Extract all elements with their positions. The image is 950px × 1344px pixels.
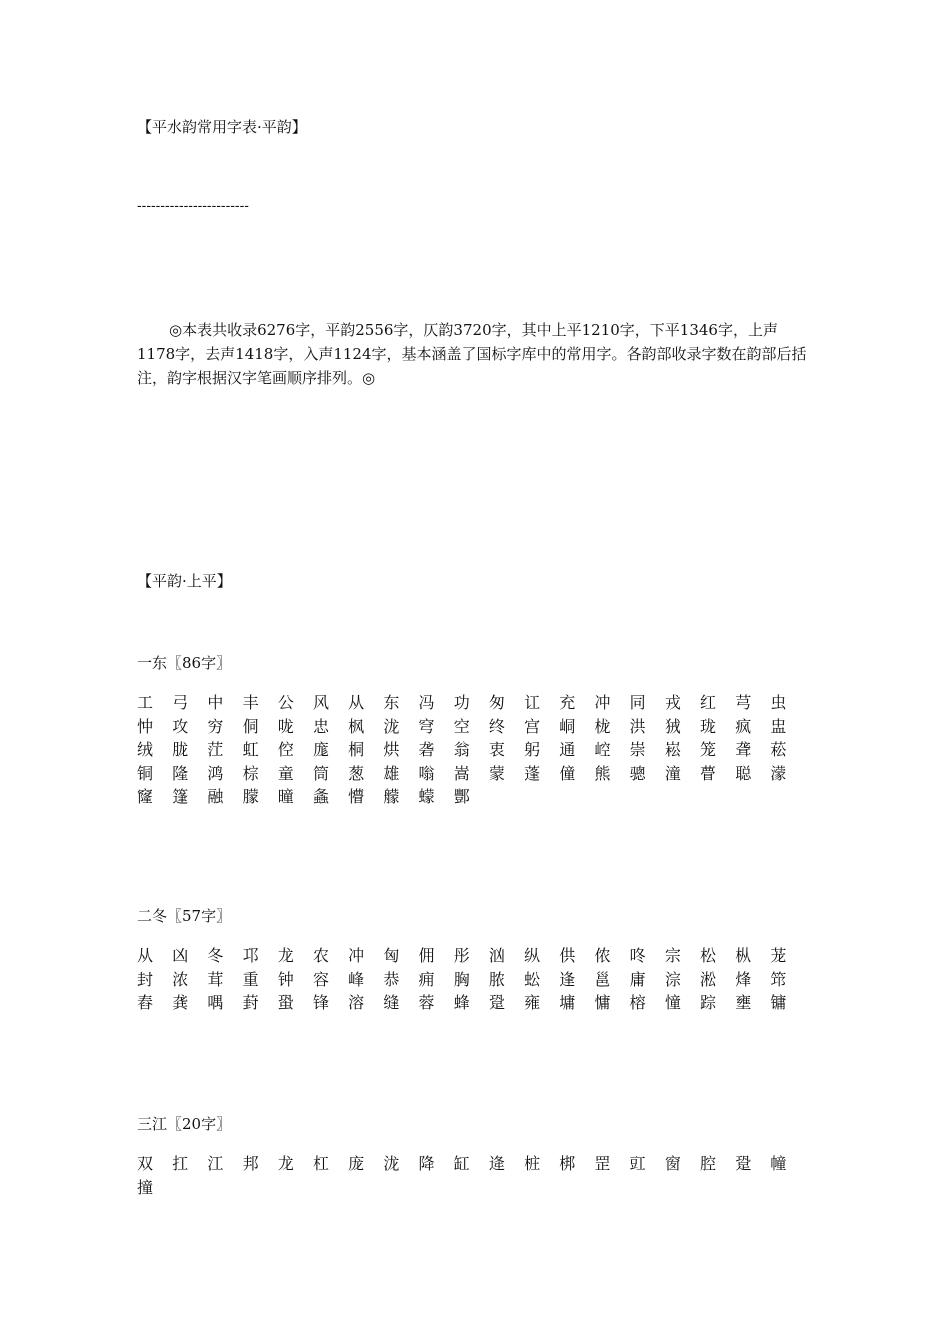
- rhyme-character: 跫: [488, 993, 505, 1012]
- char-row: [137, 1152, 817, 1176]
- rhyme-character: 胸: [453, 969, 470, 989]
- rhyme-character: 扛: [172, 1154, 189, 1173]
- rhyme-character: 终: [488, 716, 505, 736]
- rhyme-character: 封: [137, 969, 154, 989]
- rhyme-character: 工: [137, 693, 154, 712]
- rhyme-character: 筒: [312, 763, 329, 783]
- char-row: [137, 738, 817, 762]
- rhyme-character: 蓉: [418, 993, 435, 1012]
- rhyme-character: 榕: [629, 993, 646, 1012]
- rhyme-character: 侬: [594, 946, 611, 965]
- rhyme-character: 跫: [735, 1154, 752, 1173]
- rhyme-character: 蚣: [524, 969, 541, 989]
- rhyme-character: 庞: [348, 1154, 365, 1173]
- rhyme-character: 弓: [172, 693, 189, 712]
- rhyme-character: 松: [700, 946, 717, 965]
- rhyme-heading-yidong: 一东〖86字〗: [137, 654, 232, 672]
- rhyme-character: 僮: [559, 763, 576, 783]
- rhyme-character: 缸: [453, 1154, 470, 1173]
- rhyme-character: 窿: [137, 787, 154, 806]
- rhyme-character: 功: [453, 693, 470, 712]
- rhyme-character: 窗: [664, 1154, 681, 1173]
- rhyme-character: 蒙: [488, 763, 505, 783]
- rhyme-character: 鸿: [207, 763, 224, 783]
- rhyme-character: 洪: [629, 716, 646, 736]
- rhyme-character: 罡: [594, 1154, 611, 1173]
- rhyme-character: 纵: [524, 946, 541, 965]
- rhyme-character: 瞢: [700, 763, 717, 783]
- document-title: 【平水韵常用字表·平韵】: [137, 118, 307, 136]
- rhyme-character: 葱: [348, 763, 365, 783]
- rhyme-character: 讧: [524, 693, 541, 712]
- rhyme-heading-sanjiang: 三江〖20字〗: [137, 1115, 232, 1133]
- char-row: [137, 691, 817, 715]
- char-row: [137, 762, 817, 786]
- rhyme-character: 聋: [735, 740, 752, 759]
- rhyme-character: 壅: [735, 993, 752, 1012]
- rhyme-character: 农: [312, 946, 329, 965]
- rhyme-character: 忠: [312, 716, 329, 736]
- rhyme-character: 翁: [453, 740, 470, 759]
- rhyme-character: 中: [207, 693, 224, 712]
- rhyme-character: 供: [559, 946, 576, 965]
- rhyme-character: 慵: [594, 993, 611, 1012]
- rhyme-character: 彤: [453, 946, 470, 965]
- rhyme-character: 虹: [242, 740, 259, 759]
- rhyme-character: 棕: [242, 763, 259, 783]
- rhyme-character: 躬: [524, 740, 541, 759]
- rhyme-character: 隆: [172, 763, 189, 783]
- rhyme-character: 钟: [277, 969, 294, 989]
- rhyme-character: 踪: [700, 993, 717, 1012]
- rhyme-character: 从: [137, 946, 154, 965]
- rhyme-character: 喁: [207, 993, 224, 1012]
- rhyme-character: 邦: [242, 1154, 259, 1173]
- rhyme-character: 崧: [664, 740, 681, 759]
- rhyme-character: 降: [418, 1154, 435, 1173]
- rhyme-character: 攻: [172, 716, 189, 736]
- rhyme-character: 宫: [524, 716, 541, 736]
- rhyme-character: 酆: [453, 787, 470, 806]
- rhyme-character: 泷: [383, 716, 400, 736]
- rhyme-character: 公: [277, 693, 294, 712]
- rhyme-character: 艨: [383, 787, 400, 806]
- rhyme-character: 佣: [418, 946, 435, 965]
- rhyme-heading-erdong: 二冬〖57字〗: [137, 907, 232, 925]
- rhyme-character: 邛: [242, 946, 259, 965]
- rhyme-character: 幢: [770, 1154, 787, 1173]
- rhyme-character: 龚: [172, 993, 189, 1012]
- rhyme-character: 宗: [664, 946, 681, 965]
- rhyme-character: 匈: [383, 946, 400, 965]
- rhyme-character: 冲: [594, 693, 611, 712]
- rhyme-character: 龙: [277, 1154, 294, 1173]
- rhyme-character: 从: [348, 693, 365, 712]
- rhyme-character: 泷: [383, 1154, 400, 1173]
- char-row: [137, 1176, 817, 1200]
- rhyme-character: 峰: [348, 969, 365, 989]
- rhyme-character: 栊: [594, 716, 611, 736]
- rhyme-character: 脓: [488, 969, 505, 989]
- intro-paragraph: ◎本表共收录6276字，平韵2556字，仄韵3720字，其中上平1210字，下平1346字，上声1178字，去声1418字，入声1124字，基本涵盖了国标字库中的常用字。各韵部收录字数在韵部后括注，韵字根据汉字笔画顺序排列。◎: [137, 321, 807, 387]
- rhyme-character: 懵: [348, 787, 365, 806]
- rhyme-character: 逄: [488, 1154, 505, 1173]
- rhyme-character: 嵩: [453, 763, 470, 783]
- rhyme-character: 穷: [207, 716, 224, 736]
- rhyme-character: 狨: [664, 716, 681, 736]
- rhyme-character: 同: [629, 693, 646, 712]
- char-row: [137, 968, 817, 992]
- rhyme-character: 庬: [312, 740, 329, 759]
- rhyme-character: 蛩: [277, 993, 294, 1012]
- rhyme-character: 凶: [172, 946, 189, 965]
- rhyme-character: 痈: [418, 969, 435, 989]
- rhyme-character: 逢: [559, 969, 576, 989]
- rhyme-character: 葑: [242, 993, 259, 1012]
- char-row: [137, 991, 817, 1015]
- rhyme-character: 戎: [664, 693, 681, 712]
- rhyme-character: 咙: [277, 716, 294, 736]
- rhyme-character: 恭: [383, 969, 400, 989]
- rhyme-grid-erdong: [137, 944, 817, 1015]
- rhyme-character: 筇: [770, 969, 787, 989]
- rhyme-character: 淞: [700, 969, 717, 989]
- rhyme-character: 龙: [277, 946, 294, 965]
- rhyme-character: 篷: [172, 787, 189, 806]
- rhyme-character: 烘: [383, 740, 400, 759]
- rhyme-character: 撞: [137, 1177, 154, 1197]
- rhyme-character: 红: [700, 693, 717, 712]
- rhyme-character: 镛: [770, 993, 787, 1012]
- rhyme-grid-yidong: [137, 691, 817, 809]
- rhyme-character: 锋: [312, 993, 329, 1012]
- rhyme-character: 峒: [559, 716, 576, 736]
- rhyme-character: 茳: [207, 740, 224, 759]
- rhyme-character: 胧: [172, 740, 189, 759]
- rhyme-character: 蠓: [418, 787, 435, 806]
- rhyme-character: 桐: [348, 740, 365, 759]
- rhyme-character: 江: [207, 1154, 224, 1173]
- rhyme-character: 墉: [559, 993, 576, 1012]
- rhyme-character: 绒: [137, 740, 154, 759]
- rhyme-character: 舂: [137, 993, 154, 1012]
- rhyme-character: 桩: [524, 1154, 541, 1173]
- rhyme-character: 邕: [594, 969, 611, 989]
- rhyme-character: 溶: [348, 993, 365, 1012]
- rhyme-character: 虫: [770, 693, 787, 712]
- rhyme-character: 咚: [629, 946, 646, 965]
- rhyme-character: 螽: [312, 787, 329, 806]
- rhyme-character: 风: [312, 693, 329, 712]
- rhyme-character: 容: [312, 969, 329, 989]
- rhyme-character: 濛: [770, 763, 787, 783]
- rhyme-character: 砻: [418, 740, 435, 759]
- rhyme-character: 雍: [524, 993, 541, 1012]
- rhyme-character: 笼: [700, 740, 717, 759]
- rhyme-grid-sanjiang: [137, 1152, 817, 1199]
- char-row: [137, 944, 817, 968]
- rhyme-character: 冬: [207, 946, 224, 965]
- rhyme-character: 枞: [735, 946, 752, 965]
- rhyme-character: 缝: [383, 993, 400, 1012]
- rhyme-character: 汹: [488, 946, 505, 965]
- rhyme-character: 梆: [559, 1154, 576, 1173]
- rhyme-character: 重: [242, 969, 259, 989]
- rhyme-character: 充: [559, 693, 576, 712]
- rhyme-character: 聪: [735, 763, 752, 783]
- rhyme-character: 崆: [594, 740, 611, 759]
- rhyme-character: 腔: [700, 1154, 717, 1173]
- rhyme-character: 侗: [242, 716, 259, 736]
- rhyme-character: 朦: [242, 787, 259, 806]
- rhyme-character: 铜: [137, 763, 154, 783]
- rhyme-character: 豇: [629, 1154, 646, 1173]
- rhyme-character: 蓬: [524, 763, 541, 783]
- rhyme-character: 憧: [664, 993, 681, 1012]
- rhyme-character: 骢: [629, 763, 646, 783]
- divider-line: ------------------------: [137, 197, 249, 213]
- char-row: [137, 785, 817, 809]
- rhyme-character: 东: [383, 693, 400, 712]
- rhyme-character: 丰: [242, 693, 259, 712]
- rhyme-character: 嗡: [418, 763, 435, 783]
- rhyme-character: 曈: [277, 787, 294, 806]
- rhyme-character: 雄: [383, 763, 400, 783]
- rhyme-character: 冲: [348, 946, 365, 965]
- rhyme-character: 枫: [348, 716, 365, 736]
- rhyme-character: 烽: [735, 969, 752, 989]
- rhyme-character: 庸: [629, 969, 646, 989]
- rhyme-character: 浓: [172, 969, 189, 989]
- rhyme-character: 蜂: [453, 993, 470, 1012]
- rhyme-character: 疯: [735, 716, 752, 736]
- rhyme-character: 熊: [594, 763, 611, 783]
- rhyme-character: 茏: [770, 946, 787, 965]
- rhyme-character: 通: [559, 740, 576, 759]
- rhyme-character: 芎: [735, 693, 752, 712]
- rhyme-character: 双: [137, 1154, 154, 1173]
- section-heading: 【平韵·上平】: [137, 572, 232, 590]
- rhyme-character: 杠: [312, 1154, 329, 1173]
- rhyme-character: 珑: [700, 716, 717, 736]
- rhyme-character: 潼: [664, 763, 681, 783]
- rhyme-character: 菘: [770, 740, 787, 759]
- rhyme-character: 茸: [207, 969, 224, 989]
- rhyme-character: 倥: [277, 740, 294, 759]
- rhyme-character: 穹: [418, 716, 435, 736]
- rhyme-character: 冯: [418, 693, 435, 712]
- rhyme-character: 盅: [770, 716, 787, 736]
- rhyme-character: 融: [207, 787, 224, 806]
- rhyme-character: 淙: [664, 969, 681, 989]
- rhyme-character: 空: [453, 716, 470, 736]
- char-row: [137, 715, 817, 739]
- rhyme-character: 忡: [137, 716, 154, 736]
- rhyme-character: 童: [277, 763, 294, 783]
- rhyme-character: 崇: [629, 740, 646, 759]
- rhyme-character: 匆: [488, 693, 505, 712]
- rhyme-character: 衷: [488, 740, 505, 759]
